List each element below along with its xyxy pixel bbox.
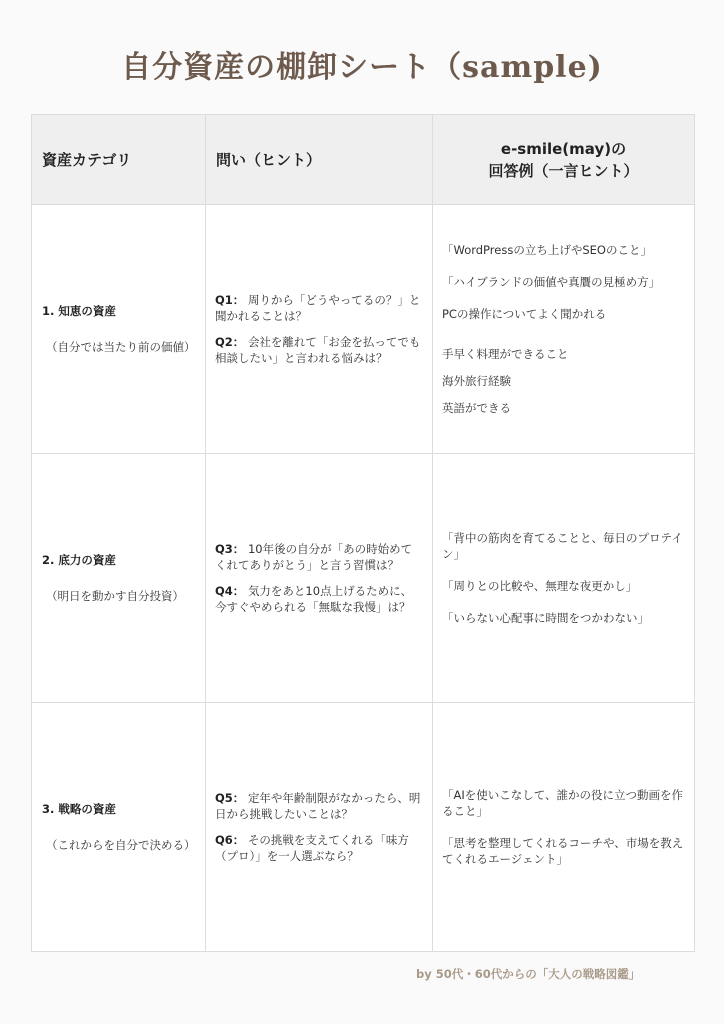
table-row xyxy=(32,205,695,454)
header-row xyxy=(32,115,695,205)
category-name: 2. 底力の資産 xyxy=(42,553,116,567)
answer-item: 英語ができる xyxy=(442,401,511,415)
answer-item: 海外旅行経験 xyxy=(442,374,511,388)
table-row xyxy=(32,703,695,952)
question-item xyxy=(215,583,422,615)
answer-cell xyxy=(433,205,695,454)
question-text: 気力をあと10点上げるために、今すぐやめられる「無駄な我慢」は？ xyxy=(215,584,413,614)
page-title: 自分資産の棚卸シート（sample) xyxy=(121,50,603,85)
answer-item: 「思考を整理してくれるコーチや、市場を教えてくれるエージェント」 xyxy=(442,836,684,866)
question-text: その挑戦を支えてくれる「味方（プロ）」を一人選ぶなら？ xyxy=(215,833,409,863)
answer-item: 「いらない心配事に時間をつかわない」 xyxy=(442,611,649,625)
question-item xyxy=(215,832,422,864)
category-subtitle: （明日を動かす自分投資） xyxy=(46,589,184,603)
question-label: Q4： xyxy=(215,584,245,598)
answer-item: 「周りとの比較や、無理な夜更かし」 xyxy=(442,579,638,593)
header-answer-line1: e-smile(may)の xyxy=(500,139,627,158)
header-category: 資産カテゴリ xyxy=(32,115,206,205)
question-text: 周りから「どうやってるの？」と聞かれることは？ xyxy=(215,293,421,323)
question-label: Q1： xyxy=(215,293,245,307)
question-item xyxy=(215,541,422,573)
answer-item: 手早く料理ができること xyxy=(442,347,569,361)
question-text: 定年や年齢制限がなかったら、明日から挑戦したいことは？ xyxy=(215,791,421,821)
question-text: 10年後の自分が「あの時始めてくれてありがとう」と言う習慣は？ xyxy=(215,542,413,572)
answer-item: 「背中の筋肉を育てることと、毎日のプロテイン」 xyxy=(442,531,683,561)
question-item xyxy=(215,790,422,822)
answer-item: PCの操作についてよく聞かれる xyxy=(442,307,607,321)
answer-item: 「WordPressの立ち上げやSEOのこと」 xyxy=(442,243,652,257)
answer-item: 「ハイブランドの価値や真贋の見極め方」 xyxy=(442,275,661,289)
table-row xyxy=(32,454,695,703)
question-text: 会社を離れて「お金を払ってでも相談したい」と言われる悩みは？ xyxy=(215,335,421,365)
category-subtitle: （自分では当たり前の価値） xyxy=(46,340,196,354)
category-cell xyxy=(32,454,206,703)
answer-cell xyxy=(433,703,695,952)
question-cell xyxy=(206,205,433,454)
header-question: 問い（ヒント） xyxy=(206,115,433,205)
question-label: Q3： xyxy=(215,542,245,556)
question-label: Q6： xyxy=(215,833,245,847)
question-cell xyxy=(206,454,433,703)
category-cell xyxy=(32,703,206,952)
header-answer xyxy=(433,115,695,205)
answer-cell xyxy=(433,454,695,703)
asset-inventory-table xyxy=(31,114,695,952)
category-cell xyxy=(32,205,206,454)
header-answer-line2: 回答例（一言ヒント） xyxy=(488,161,639,180)
credit-line: by 50代・60代からの「大人の戦略図鑑」 xyxy=(416,967,641,981)
category-name: 1. 知恵の資産 xyxy=(42,304,116,318)
question-item xyxy=(215,334,422,366)
category-subtitle: （これからを自分で決める） xyxy=(46,838,196,852)
category-name: 3. 戦略の資産 xyxy=(42,802,116,816)
answer-item: 「AIを使いこなして、誰かの役に立つ動画を作ること」 xyxy=(442,788,684,818)
question-cell xyxy=(206,703,433,952)
question-label: Q5： xyxy=(215,791,245,805)
question-item xyxy=(215,292,422,324)
question-label: Q2： xyxy=(215,335,245,349)
